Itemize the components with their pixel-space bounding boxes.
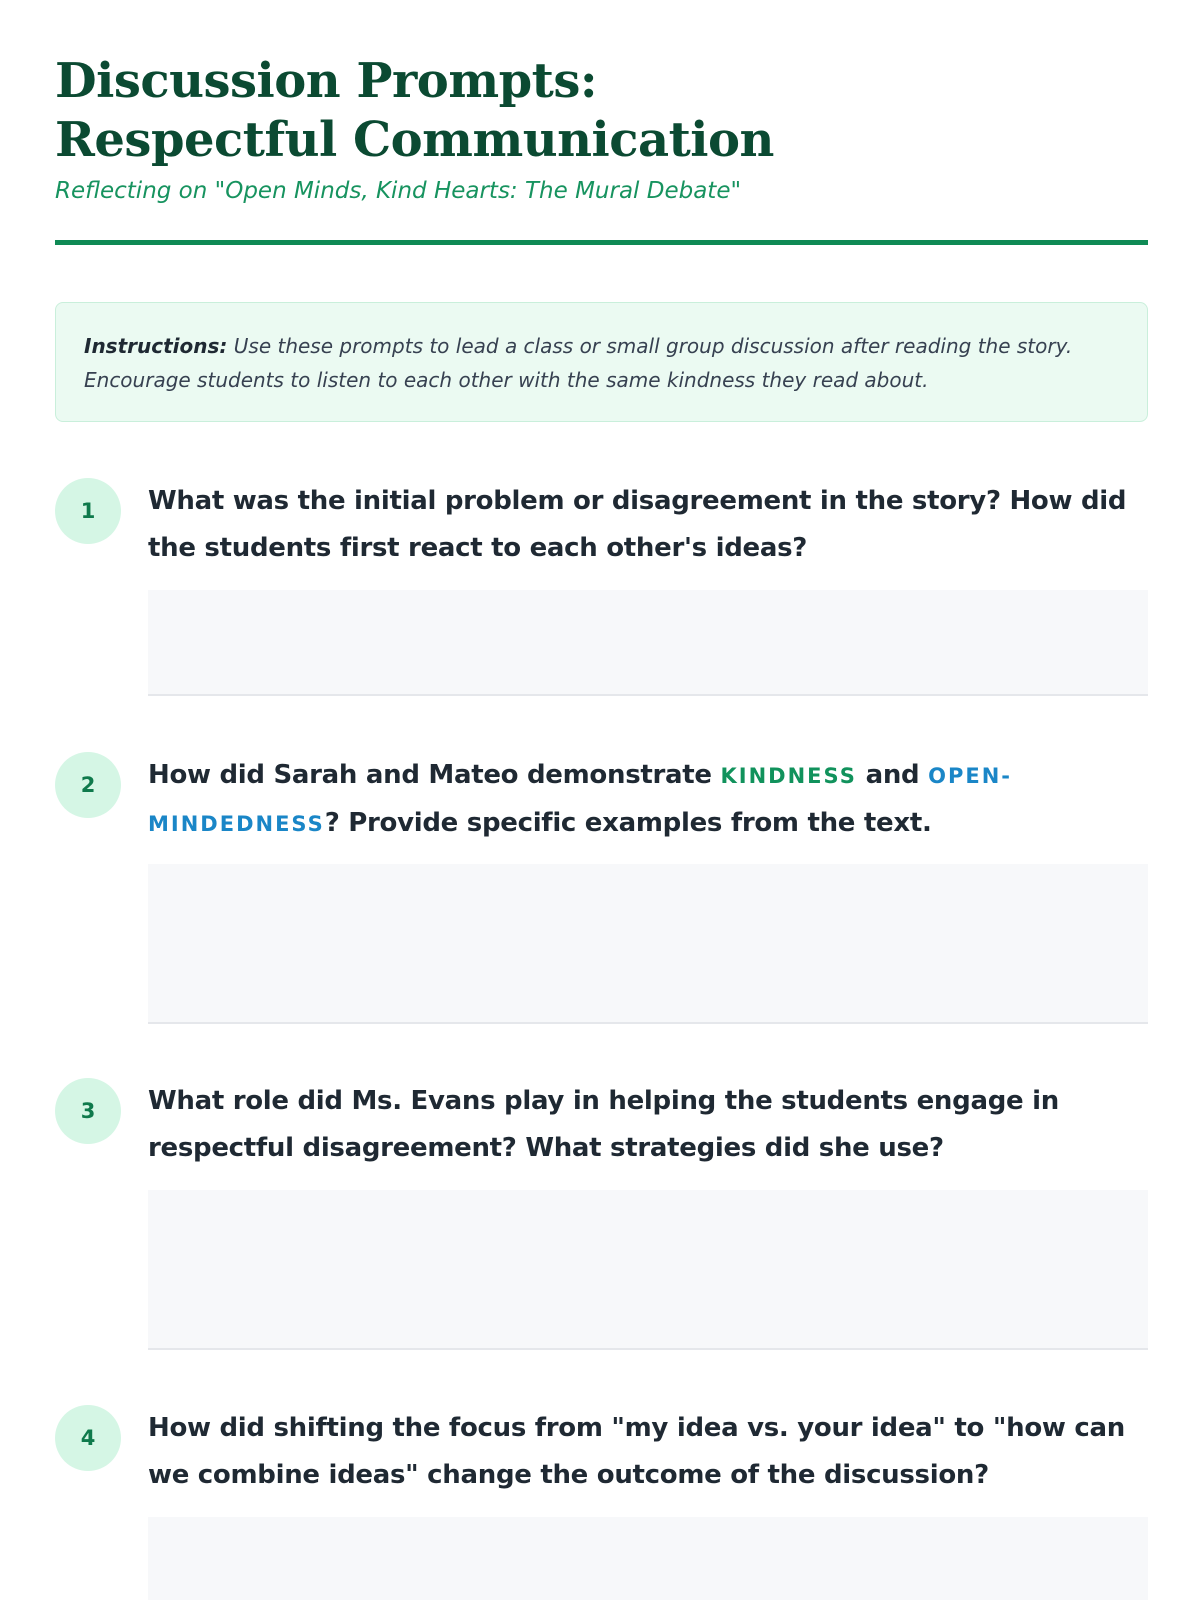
instructions-box [55,302,1148,422]
prompt-question: What role did Ms. Evans play in helping the students engage in respectful disagreement? What strategies did she use? [148,1086,1059,1163]
prompt-number-badge: 3 [55,1078,121,1144]
header-divider [55,240,1148,245]
prompt-number-badge: 4 [55,1405,121,1471]
prompt-question: How did shifting the focus from "my idea vs. your idea" to "how can we combine ideas" change the outcome of the discussion? [148,1413,1125,1490]
prompt-question: What was the initial problem or disagreement in the story? How did the students first react to each other's ideas? [148,486,1127,563]
answer-space[interactable] [148,864,1148,1024]
prompt-number-badge: 1 [55,478,121,544]
header [55,52,1148,206]
prompt-question [148,752,1148,848]
instructions-text: Use these prompts to lead a class or small group discussion after reading the story. Encourage students to listen to each other with the same kindness they read about. [84,334,1073,392]
keyword-open-mindedness: OPEN-MINDEDNESS [148,764,1012,836]
prompt-number-badge: 2 [55,752,121,818]
prompt-question-text: How did Sarah and Mateo demonstrate [148,760,721,790]
page-title: Discussion Prompts: Respectful Communication [55,53,774,168]
answer-space[interactable] [148,1190,1148,1350]
answer-space[interactable] [148,1517,1148,1600]
prompt-question-text: ? Provide specific examples from the text. [324,808,932,838]
keyword-kindness: KINDNESS [720,764,857,788]
prompt-question-text: and [856,760,929,790]
answer-space[interactable] [148,590,1148,696]
instructions-lead: Instructions: [84,334,228,358]
page-subtitle: Reflecting on "Open Minds, Kind Hearts: The Mural Debate" [55,178,742,204]
